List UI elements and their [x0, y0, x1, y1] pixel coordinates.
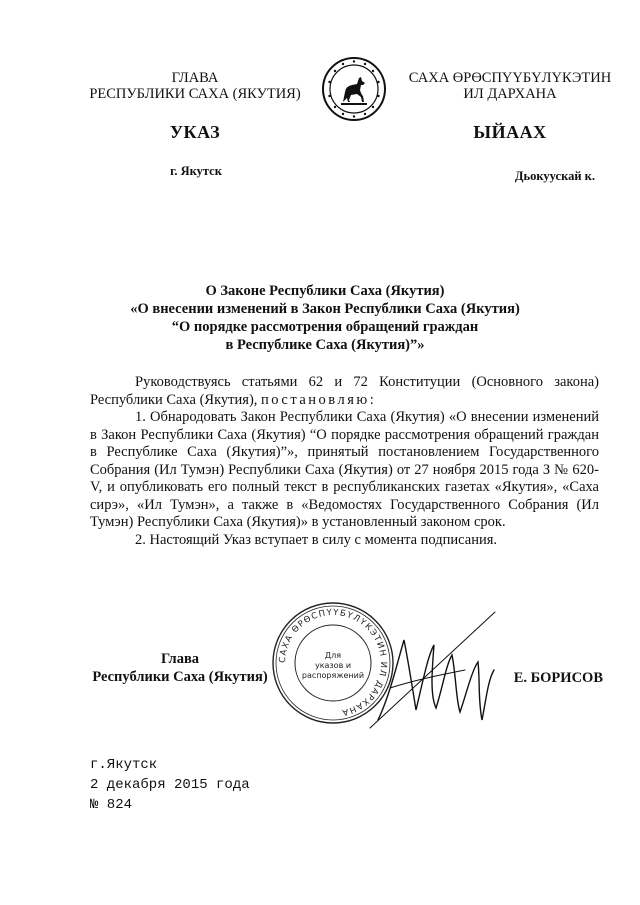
document-footer: [90, 755, 250, 815]
title-line2: «О внесении изменений в Закон Республики Саха (Якутия): [130, 301, 520, 317]
title-line3: “О порядке рассмотрения обращений граждан: [171, 319, 479, 335]
header-right-line2: ИЛ ДАРХАНА: [463, 86, 557, 102]
footer-date: 2 декабря 2015 года: [90, 777, 250, 793]
title-line4: в Республике Саха (Якутия)”»: [225, 337, 425, 353]
document-body: [90, 374, 599, 549]
header-right-line1: САХА ӨРӨСПҮҮБҮЛҮКЭТИН: [408, 70, 612, 86]
ukaz-sakha: ЫЙААХ: [473, 122, 547, 142]
footer-city: г.Якутск: [90, 757, 158, 773]
body-item-1: 1. Обнародовать Закон Республики Саха (Якутия) «О внесении изменений в Закон Республики Саха (Якутия) “О порядке рассмотрения обращений граждан в Республике Саха (Якутия)”», принятый постановлением Государственного Собрания (Ил Тумэн) Республики Саха (Якутия) от 27 ноября 2015 года З № 620-V, и опубликовать его полный текст в республиканских газетах «Якутия», «Саха сирэ», «Ил Тумэн», а также в «Ведомостях Государственного Собрания (Ил Тумэн) Республики Саха (Якутия)» в установленный законом срок.: [90, 409, 599, 530]
signature-title-line2: Республики Саха (Якутия): [92, 669, 268, 685]
stamp-center-line3: распоряжений: [301, 671, 365, 680]
header-left-line2: РЕСПУБЛИКИ САХА (ЯКУТИЯ): [89, 86, 301, 102]
signature-title-line1: Глава: [160, 651, 200, 667]
body-intro-decree: постановляю:: [261, 391, 377, 408]
signatory-name: Е. БОРИСОВ: [513, 670, 603, 686]
body-intro-text: Руководствуясь статьями 62 и 72 Конституции (Основного закона) Республики Саха (Якутия),: [90, 374, 599, 408]
ukaz-ru: УКАЗ: [169, 122, 221, 142]
stamp-center-line1: Для: [324, 651, 342, 660]
body-intro: [90, 374, 599, 409]
title-line1: О Законе Республики Саха (Якутия): [205, 283, 445, 299]
header-left-line1: ГЛАВА: [171, 70, 219, 86]
stamp-ring-text: САХА ӨРӨСПҮҮБҮЛҮКЭТИН ИЛ ДАРХАНА: [277, 607, 389, 718]
document-title: [95, 282, 555, 354]
header-left: [80, 70, 310, 102]
footer-number: № 824: [90, 797, 133, 813]
signature-title: [90, 650, 270, 686]
header-right: [400, 70, 620, 102]
city-ru: г. Якутск: [170, 164, 222, 178]
city-sakha: Дьокуускай к.: [514, 169, 595, 183]
emblem-icon: [321, 56, 387, 122]
stamp-center-line2: указов и: [314, 661, 352, 670]
body-item-2: 2. Настоящий Указ вступает в силу с момента подписания.: [135, 531, 498, 548]
